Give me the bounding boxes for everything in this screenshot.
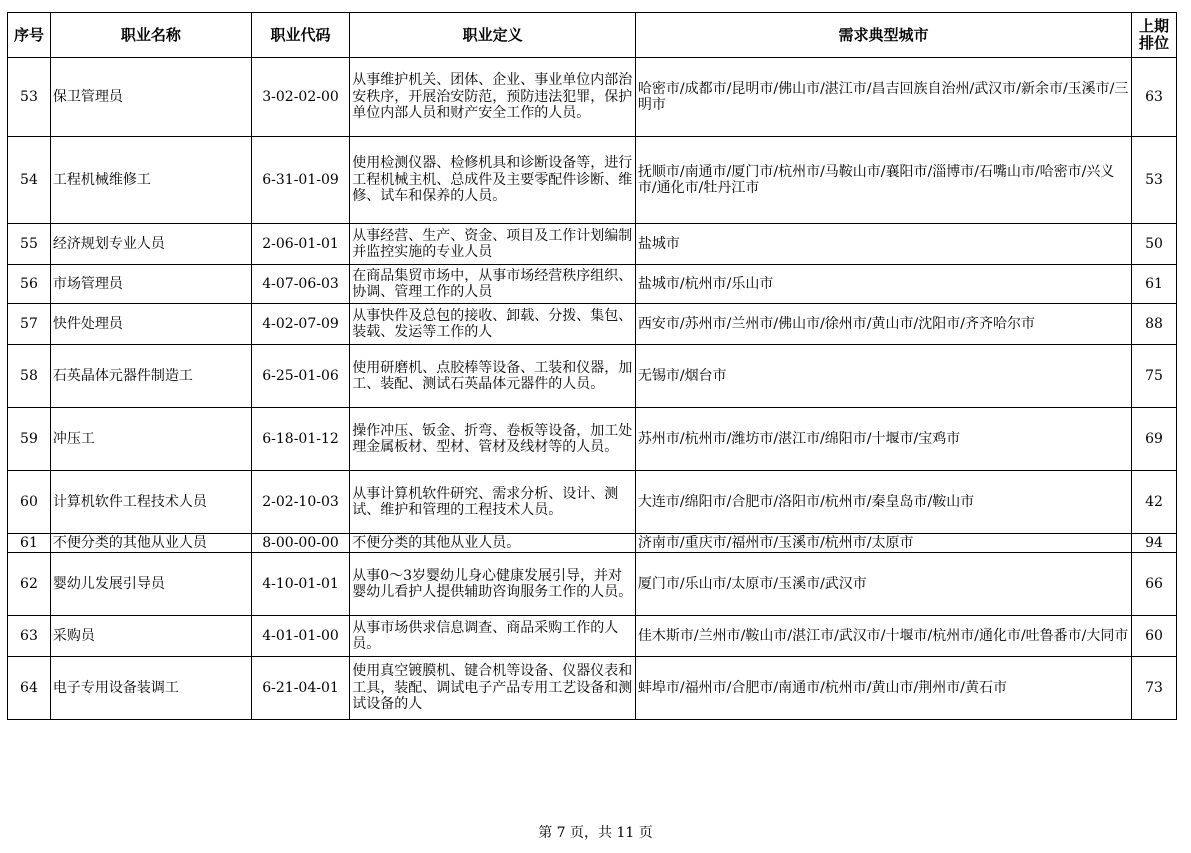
- header-occupation-code: 职业代码: [251, 13, 349, 58]
- cell-previous-rank: 53: [1131, 137, 1176, 224]
- cell-occupation-name: 不便分类的其他从业人员: [50, 534, 251, 553]
- cell-occupation-code: 6-18-01-12: [251, 408, 349, 471]
- cell-seq: 55: [8, 224, 51, 265]
- cell-occupation-name: 婴幼儿发展引导员: [50, 553, 251, 616]
- cell-demand-cities: 蚌埠市/福州市/合肥市/南通市/杭州市/黄山市/荆州市/黄石市: [635, 657, 1131, 720]
- cell-demand-cities: 哈密市/成都市/昆明市/佛山市/湛江市/昌吉回族自治州/武汉市/新余市/玉溪市/三明市: [635, 58, 1131, 137]
- cell-previous-rank: 66: [1131, 553, 1176, 616]
- cell-occupation-definition: 操作冲压、钣金、折弯、卷板等设备，加工处理金属板材、型材、管材及线材等的人员。: [350, 408, 636, 471]
- cell-demand-cities: 大连市/绵阳市/合肥市/洛阳市/杭州市/秦皇岛市/鞍山市: [635, 471, 1131, 534]
- cell-seq: 60: [8, 471, 51, 534]
- cell-occupation-name: 经济规划专业人员: [50, 224, 251, 265]
- cell-occupation-code: 6-25-01-06: [251, 345, 349, 408]
- table-row: [8, 265, 1177, 304]
- cell-occupation-code: 6-21-04-01: [251, 657, 349, 720]
- cell-occupation-name: 保卫管理员: [50, 58, 251, 137]
- cell-occupation-name: 冲压工: [50, 408, 251, 471]
- cell-demand-cities: 盐城市: [635, 224, 1131, 265]
- cell-occupation-definition: 使用研磨机、点胶棒等设备、工装和仪器，加工、装配、测试石英晶体元器件的人员。: [350, 345, 636, 408]
- cell-occupation-code: 2-02-10-03: [251, 471, 349, 534]
- cell-occupation-definition: 从事维护机关、团体、企业、事业单位内部治安秩序，开展治安防范，预防违法犯罪，保护单位内部人员和财产安全工作的人员。: [350, 58, 636, 137]
- cell-occupation-name: 计算机软件工程技术人员: [50, 471, 251, 534]
- cell-previous-rank: 75: [1131, 345, 1176, 408]
- cell-occupation-code: 6-31-01-09: [251, 137, 349, 224]
- cell-occupation-code: 4-01-01-00: [251, 616, 349, 657]
- cell-seq: 63: [8, 616, 51, 657]
- table-row: [8, 534, 1177, 553]
- cell-seq: 58: [8, 345, 51, 408]
- cell-occupation-name: 工程机械维修工: [50, 137, 251, 224]
- cell-demand-cities: 佳木斯市/兰州市/鞍山市/湛江市/武汉市/十堰市/杭州市/通化市/吐鲁番市/大同市: [635, 616, 1131, 657]
- cell-occupation-definition: 使用真空镀膜机、键合机等设备、仪器仪表和工具，装配、调试电子产品专用工艺设备和测试设备的人: [350, 657, 636, 720]
- cell-occupation-definition: 从事快件及总包的接收、卸载、分拨、集包、装载、发运等工作的人: [350, 304, 636, 345]
- cell-demand-cities: 抚顺市/南通市/厦门市/杭州市/马鞍山市/襄阳市/淄博市/石嘴山市/哈密市/兴义市/通化市/牡丹江市: [635, 137, 1131, 224]
- cell-occupation-code: 4-10-01-01: [251, 553, 349, 616]
- table-row: [8, 471, 1177, 534]
- cell-occupation-definition: 从事市场供求信息调查、商品采购工作的人员。: [350, 616, 636, 657]
- cell-previous-rank: 61: [1131, 265, 1176, 304]
- cell-seq: 59: [8, 408, 51, 471]
- cell-occupation-name: 采购员: [50, 616, 251, 657]
- cell-occupation-definition: 在商品集贸市场中，从事市场经营秩序组织、协调、管理工作的人员: [350, 265, 636, 304]
- cell-seq: 53: [8, 58, 51, 137]
- cell-previous-rank: 73: [1131, 657, 1176, 720]
- cell-seq: 56: [8, 265, 51, 304]
- cell-occupation-name: 电子专用设备装调工: [50, 657, 251, 720]
- cell-occupation-name: 市场管理员: [50, 265, 251, 304]
- cell-seq: 62: [8, 553, 51, 616]
- cell-previous-rank: 63: [1131, 58, 1176, 137]
- header-demand-cities: 需求典型城市: [635, 13, 1131, 58]
- cell-occupation-code: 4-02-07-09: [251, 304, 349, 345]
- cell-demand-cities: 西安市/苏州市/兰州市/佛山市/徐州市/黄山市/沈阳市/齐齐哈尔市: [635, 304, 1131, 345]
- header-occupation-definition: 职业定义: [350, 13, 636, 58]
- cell-occupation-name: 快件处理员: [50, 304, 251, 345]
- cell-previous-rank: 60: [1131, 616, 1176, 657]
- cell-occupation-definition: 使用检测仪器、检修机具和诊断设备等，进行工程机械主机、总成件及主要零配件诊断、维修、试车和保养的人员。: [350, 137, 636, 224]
- header-previous-rank: 上期 排位: [1131, 13, 1176, 58]
- cell-previous-rank: 50: [1131, 224, 1176, 265]
- table-row: [8, 553, 1177, 616]
- cell-demand-cities: 无锡市/烟台市: [635, 345, 1131, 408]
- occupation-table: [7, 12, 1177, 720]
- table-body: [8, 58, 1177, 720]
- cell-demand-cities: 盐城市/杭州市/乐山市: [635, 265, 1131, 304]
- cell-occupation-code: 3-02-02-00: [251, 58, 349, 137]
- cell-previous-rank: 69: [1131, 408, 1176, 471]
- cell-previous-rank: 42: [1131, 471, 1176, 534]
- cell-occupation-code: 4-07-06-03: [251, 265, 349, 304]
- page-footer: 第 7 页，共 11 页: [538, 825, 653, 841]
- table-row: [8, 304, 1177, 345]
- cell-seq: 64: [8, 657, 51, 720]
- cell-occupation-definition: 从事经营、生产、资金、项目及工作计划编制并监控实施的专业人员: [350, 224, 636, 265]
- table-row: [8, 657, 1177, 720]
- header-seq: 序号: [8, 13, 51, 58]
- cell-demand-cities: 济南市/重庆市/福州市/玉溪市/杭州市/太原市: [635, 534, 1131, 553]
- cell-occupation-definition: 从事计算机软件研究、需求分析、设计、测试、维护和管理的工程技术人员。: [350, 471, 636, 534]
- cell-occupation-code: 2-06-01-01: [251, 224, 349, 265]
- cell-previous-rank: 88: [1131, 304, 1176, 345]
- cell-previous-rank: 94: [1131, 534, 1176, 553]
- cell-seq: 61: [8, 534, 51, 553]
- header-occupation-name: 职业名称: [50, 13, 251, 58]
- cell-occupation-definition: 不便分类的其他从业人员。: [350, 534, 636, 553]
- table-row: [8, 345, 1177, 408]
- cell-occupation-definition: 从事0～3岁婴幼儿身心健康发展引导，并对婴幼儿看护人提供辅助咨询服务工作的人员。: [350, 553, 636, 616]
- cell-demand-cities: 苏州市/杭州市/潍坊市/湛江市/绵阳市/十堰市/宝鸡市: [635, 408, 1131, 471]
- table-row: [8, 224, 1177, 265]
- cell-demand-cities: 厦门市/乐山市/太原市/玉溪市/武汉市: [635, 553, 1131, 616]
- table-row: [8, 408, 1177, 471]
- table-row: [8, 137, 1177, 224]
- cell-occupation-code: 8-00-00-00: [251, 534, 349, 553]
- cell-occupation-name: 石英晶体元器件制造工: [50, 345, 251, 408]
- table-header-row: [8, 13, 1177, 58]
- cell-seq: 54: [8, 137, 51, 224]
- table-row: [8, 58, 1177, 137]
- table-row: [8, 616, 1177, 657]
- cell-seq: 57: [8, 304, 51, 345]
